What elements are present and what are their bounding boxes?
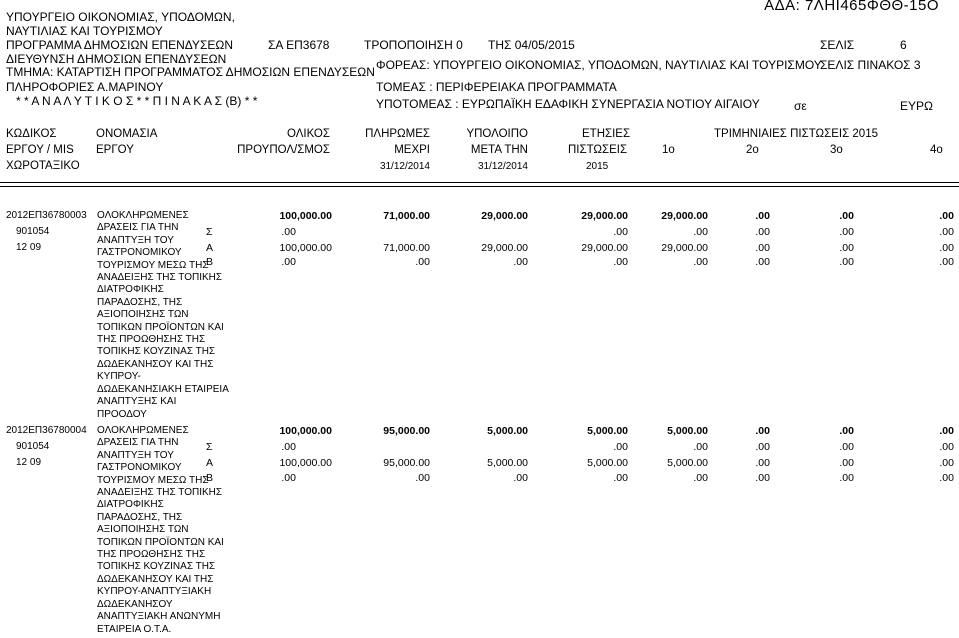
desc-line: ΤΟΥΡΙΣΜΟΥ ΜΕΣΩ ΤΗΣ <box>97 474 209 486</box>
desc-line: ΔΡΑΣΕΙΣ ΓΙΑ ΤΗΝ <box>97 437 179 449</box>
col-kodikos-line1: ΚΩΔΙΚΟΣ <box>6 128 57 140</box>
sa-code: ΣΑ ΕΠ3678 <box>268 38 330 52</box>
desc-line: ΑΝΑΔΕΙΞΗΣ ΤΗΣ ΤΟΠΙΚΗΣ <box>97 487 223 499</box>
project-code: 2012ΕΠ36780004 <box>6 425 87 436</box>
project-region: 12 09 <box>16 242 42 253</box>
pliromes-total: 71,000.00 <box>383 210 430 222</box>
desc-line: ΓΑΣΤΡΟΝΟΜΙΚΟΥ <box>97 462 182 474</box>
selis-pinakos: ΣΕΛΙΣ ΠΙΝΑΚΟΣ 3 <box>820 58 921 72</box>
q2-s: .00 <box>755 441 770 453</box>
etisies-b: .00 <box>613 472 628 484</box>
tomeas: ΤΟΜΕΑΣ : ΠΕΡΙΦΕΡΕΙΑΚΑ ΠΡΟΓΡΑΜΜΑΤΑ <box>376 80 617 94</box>
org-line-5: ΤΜΗΜΑ: ΚΑΤΑΡΤΙΣΗ ΠΡΟΓΡΑΜΜΑΤΟΣ ΔΗΜΟΣΙΩΝ ΕΠΕΝΔΥΣΕΩΝ <box>6 65 375 79</box>
desc-line: ΤΗΣ ΠΡΟΩΘΗΣΗΣ ΤΗΣ <box>97 549 206 561</box>
desc-line: ΠΡΟΟΔΟΥ <box>97 408 147 420</box>
col-onomasia-line1: ΟΝΟΜΑΣΙΑ <box>96 128 158 140</box>
col-olikos-line2: ΠΡΟΥΠΟΛ/ΣΜΟΣ <box>237 144 330 156</box>
etisies-total: 5,000.00 <box>587 425 628 437</box>
desc-line: ΑΝΑΠΤΥΞΗΣ ΚΑΙ <box>97 396 177 408</box>
row-letter-a: Α <box>206 242 214 254</box>
col-pliromes-line3: 31/12/2014 <box>379 161 430 172</box>
q4-s: .00 <box>939 226 954 238</box>
col-kodikos-line3: ΧΩΡΟΤΑΞΙΚΟ <box>6 160 80 172</box>
col-q3: 3ο <box>830 144 843 156</box>
col-ypoloipo-line2: ΜΕΤΑ ΤΗΝ <box>470 144 528 156</box>
col-onomasia <box>96 126 157 158</box>
ypoloipo-total: 29,000.00 <box>481 210 528 222</box>
org-line-3: ΠΡΟΓΡΑΜΜΑ ΔΗΜΟΣΙΩΝ ΕΠΕΝΔΥΣΕΩΝ <box>6 38 233 52</box>
desc-line: ΔΩΔΕΚΑΝΗΣΟΥ ΚΑΙ ΤΗΣ <box>97 358 214 370</box>
project-region: 12 09 <box>16 457 42 468</box>
ypoloipo-total: 5,000.00 <box>487 425 528 437</box>
q4-s: .00 <box>939 441 954 453</box>
olikos-b: .00 <box>281 472 296 484</box>
row-letter-b: Β <box>206 256 214 268</box>
pliromes-a: 95,000.00 <box>383 457 430 469</box>
col-pliromes-line2: ΜΕΧΡΙ <box>394 144 430 156</box>
q2-s: .00 <box>755 226 770 238</box>
col-olikos-line1: ΟΛΙΚΟΣ <box>287 128 330 140</box>
col-kodikos <box>6 126 80 174</box>
etisies-a: 5,000.00 <box>587 457 628 469</box>
q1-total: 5,000.00 <box>667 425 708 437</box>
etisies-s: .00 <box>613 226 628 238</box>
q3-b: .00 <box>839 472 854 484</box>
desc-line: ΑΞΙΟΠΟΙΗΣΗΣ ΤΩΝ <box>97 524 189 536</box>
col-etisies-line1: ΕΤΗΣΙΕΣ <box>582 128 631 140</box>
col-olikos <box>230 126 330 158</box>
q2-a: .00 <box>755 242 770 254</box>
row-letter-s: Σ <box>206 226 213 238</box>
desc-line: ΟΛΟΚΛΗΡΩΜΕΝΕΣ <box>97 210 189 221</box>
selis-label: ΣΕΛΙΣ <box>820 38 855 52</box>
project-mis: 901054 <box>16 226 50 237</box>
col-ypoloipo <box>438 126 528 175</box>
foreas: ΦΟΡΕΑΣ: ΥΠΟΥΡΓΕΙΟ ΟΙΚΟΝΟΜΙΑΣ, ΥΠΟΔΟΜΩΝ, ΝΑΥΤΙΛΙΑΣ ΚΑΙ ΤΟΥΡΙΣΜΟΥ <box>376 58 822 72</box>
col-pliromes <box>340 126 430 175</box>
ypotomeas: ΥΠΟΤΟΜΕΑΣ : ΕΥΡΩΠΑΪΚΗ ΕΔΑΦΙΚΗ ΣΥΝΕΡΓΑΣΙΑ ΝΟΤΙΟΥ ΑΙΓΑΙΟΥ <box>376 97 760 111</box>
ypoloipo-a: 5,000.00 <box>487 457 528 469</box>
col-kodikos-line2: ΕΡΓΟΥ / MIS <box>6 144 74 156</box>
header-rule-2 <box>0 186 959 187</box>
q4-b: .00 <box>939 472 954 484</box>
report-title: * * Α Ν Α Λ Υ Τ Ι Κ Ο Σ * * Π Ι Ν Α Κ Α Σ (Β) * * <box>16 94 258 108</box>
org-line-2: ΝΑΥΤΙΛΙΑΣ ΚΑΙ ΤΟΥΡΙΣΜΟΥ <box>6 24 163 38</box>
desc-line: ΑΝΑΠΤΥΞΗ ΤΟΥ <box>97 449 174 461</box>
desc-line: ΕΤΑΙΡΕΙΑ Ο.Τ.Α. <box>97 623 172 635</box>
desc-line: ΤΟΠΙΚΗΣ ΚΟΥΖΙΝΑΣ ΤΗΣ <box>97 346 216 358</box>
q1-a: 29,000.00 <box>661 242 708 254</box>
q3-s: .00 <box>839 441 854 453</box>
q1-b: .00 <box>693 472 708 484</box>
currency-eyro: ΕΥΡΩ <box>900 99 933 113</box>
olikos-a: 100,000.00 <box>279 457 332 469</box>
ada-code: ΑΔΑ: 7ΛΗΙ465ΦΘΘ-15Ο <box>764 0 939 14</box>
q3-a: .00 <box>839 242 854 254</box>
desc-line: ΤΟΠΙΚΩΝ ΠΡΟΪΟΝΤΩΝ ΚΑΙ <box>97 321 224 333</box>
desc-line: ΑΝΑΠΤΥΞΙΑΚΗ ΑΝΩΝΥΜΗ <box>97 611 221 623</box>
desc-line: ΟΛΟΚΛΗΡΩΜΕΝΕΣ <box>97 425 189 436</box>
olikos-total: 100,000.00 <box>279 425 332 437</box>
col-q1: 1ο <box>662 144 675 156</box>
currency-se: σε <box>794 99 807 113</box>
desc-line: ΤΟΠΙΚΩΝ ΠΡΟΪΟΝΤΩΝ ΚΑΙ <box>97 536 224 548</box>
q2-b: .00 <box>755 472 770 484</box>
row-letter-a: Α <box>206 457 214 469</box>
q4-b: .00 <box>939 256 954 268</box>
ypoloipo-b: .00 <box>513 256 528 268</box>
project-description <box>97 425 224 636</box>
q2-total: .00 <box>755 425 770 437</box>
pliromes-b: .00 <box>415 256 430 268</box>
desc-line: ΤΗΣ ΠΡΟΩΘΗΣΗΣ ΤΗΣ <box>97 334 206 346</box>
col-triminiaies: ΤΡΙΜΗΝΙΑΙΕΣ ΠΙΣΤΩΣΕΙΣ 2015 <box>714 128 878 140</box>
desc-line: ΑΝΑΔΕΙΞΗΣ ΤΗΣ ΤΟΠΙΚΗΣ <box>97 272 223 284</box>
ypoloipo-a: 29,000.00 <box>481 242 528 254</box>
q1-s: .00 <box>693 441 708 453</box>
col-onomasia-line2: ΕΡΓΟΥ <box>96 144 134 156</box>
desc-line: ΔΩΔΕΚΑΝΗΣΟΥ ΚΑΙ ΤΗΣ <box>97 573 214 585</box>
col-pliromes-line1: ΠΛΗΡΩΜΕΣ <box>365 128 430 140</box>
col-etisies-line3: 2015 <box>586 161 609 172</box>
desc-line: ΔΙΑΤΡΟΦΙΚΗΣ <box>97 499 164 511</box>
q4-total: .00 <box>939 210 954 222</box>
q2-b: .00 <box>755 256 770 268</box>
q4-total: .00 <box>939 425 954 437</box>
desc-line: ΤΟΥΡΙΣΜΟΥ ΜΕΣΩ ΤΗΣ <box>97 259 209 271</box>
project-code: 2012ΕΠ36780003 <box>6 210 87 221</box>
q4-a: .00 <box>939 242 954 254</box>
q2-total: .00 <box>755 210 770 222</box>
olikos-total: 100,000.00 <box>279 210 332 222</box>
q2-a: .00 <box>755 457 770 469</box>
desc-line: ΓΑΣΤΡΟΝΟΜΙΚΟΥ <box>97 247 182 259</box>
q3-a: .00 <box>839 457 854 469</box>
q1-total: 29,000.00 <box>661 210 708 222</box>
desc-line: ΑΝΑΠΤΥΞΗ ΤΟΥ <box>97 234 174 246</box>
col-etisies-line2: ΠΙΣΤΩΣΕΙΣ <box>568 144 628 156</box>
col-ypoloipo-line3: 31/12/2014 <box>477 161 528 172</box>
col-q4: 4ο <box>930 144 943 156</box>
desc-line: ΔΩΔΕΚΑΝΗΣΟΥ <box>97 598 173 610</box>
desc-line: ΔΙΑΤΡΟΦΙΚΗΣ <box>97 284 164 296</box>
desc-line: ΠΑΡΑΔΟΣΗΣ, ΤΗΣ <box>97 511 183 523</box>
q1-b: .00 <box>693 256 708 268</box>
row-letter-s: Σ <box>206 441 213 453</box>
desc-line: ΔΩΔΕΚΑΝΗΣΙΑΚΗ ΕΤΑΙΡΕΙΑ <box>97 383 229 395</box>
q3-b: .00 <box>839 256 854 268</box>
row-letter-b: Β <box>206 472 214 484</box>
q3-total: .00 <box>839 210 854 222</box>
q1-s: .00 <box>693 226 708 238</box>
desc-line: ΠΑΡΑΔΟΣΗΣ, ΤΗΣ <box>97 296 183 308</box>
q3-s: .00 <box>839 226 854 238</box>
q3-total: .00 <box>839 425 854 437</box>
col-etisies <box>568 126 630 175</box>
pliromes-total: 95,000.00 <box>383 425 430 437</box>
olikos-a: 100,000.00 <box>279 242 332 254</box>
tis-date: ΤΗΣ 04/05/2015 <box>488 38 575 52</box>
desc-line: ΚΥΠΡΟΥ-ΑΝΑΠΤΥΞΙΑΚΗ <box>97 586 212 598</box>
etisies-b: .00 <box>613 256 628 268</box>
org-line-1: ΥΠΟΥΡΓΕΙΟ ΟΙΚΟΝΟΜΙΑΣ, ΥΠΟΔΟΜΩΝ, <box>6 10 235 24</box>
org-line-6: ΠΛΗΡΟΦΟΡΙΕΣ Α.ΜΑΡΙΝΟΥ <box>6 80 164 94</box>
desc-line: ΤΟΠΙΚΗΣ ΚΟΥΖΙΝΑΣ ΤΗΣ <box>97 561 216 573</box>
org-line-4: ΔΙΕΥΘΥΝΣΗ ΔΗΜΟΣΙΩΝ ΕΠΕΝΔΥΣΕΩΝ <box>6 52 227 66</box>
desc-line: ΔΡΑΣΕΙΣ ΓΙΑ ΤΗΝ <box>97 222 179 234</box>
olikos-b: .00 <box>281 256 296 268</box>
pliromes-a: 71,000.00 <box>383 242 430 254</box>
olikos-s: .00 <box>281 226 296 238</box>
selis-value: 6 <box>900 38 907 52</box>
etisies-a: 29,000.00 <box>581 242 628 254</box>
pliromes-b: .00 <box>415 472 430 484</box>
etisies-total: 29,000.00 <box>581 210 628 222</box>
etisies-s: .00 <box>613 441 628 453</box>
desc-line: ΑΞΙΟΠΟΙΗΣΗΣ ΤΩΝ <box>97 309 189 321</box>
project-mis: 901054 <box>16 441 50 452</box>
col-q2: 2ο <box>746 144 759 156</box>
col-ypoloipo-line1: ΥΠΟΛΟΙΠΟ <box>466 128 528 140</box>
olikos-s: .00 <box>281 441 296 453</box>
ypoloipo-b: .00 <box>513 472 528 484</box>
q4-a: .00 <box>939 457 954 469</box>
q1-a: 5,000.00 <box>667 457 708 469</box>
tropopoiisi: ΤΡΟΠΟΠΟΙΗΣΗ 0 <box>364 38 463 52</box>
header-rule-1 <box>0 182 959 183</box>
desc-line: ΚΥΠΡΟΥ- <box>97 371 141 383</box>
